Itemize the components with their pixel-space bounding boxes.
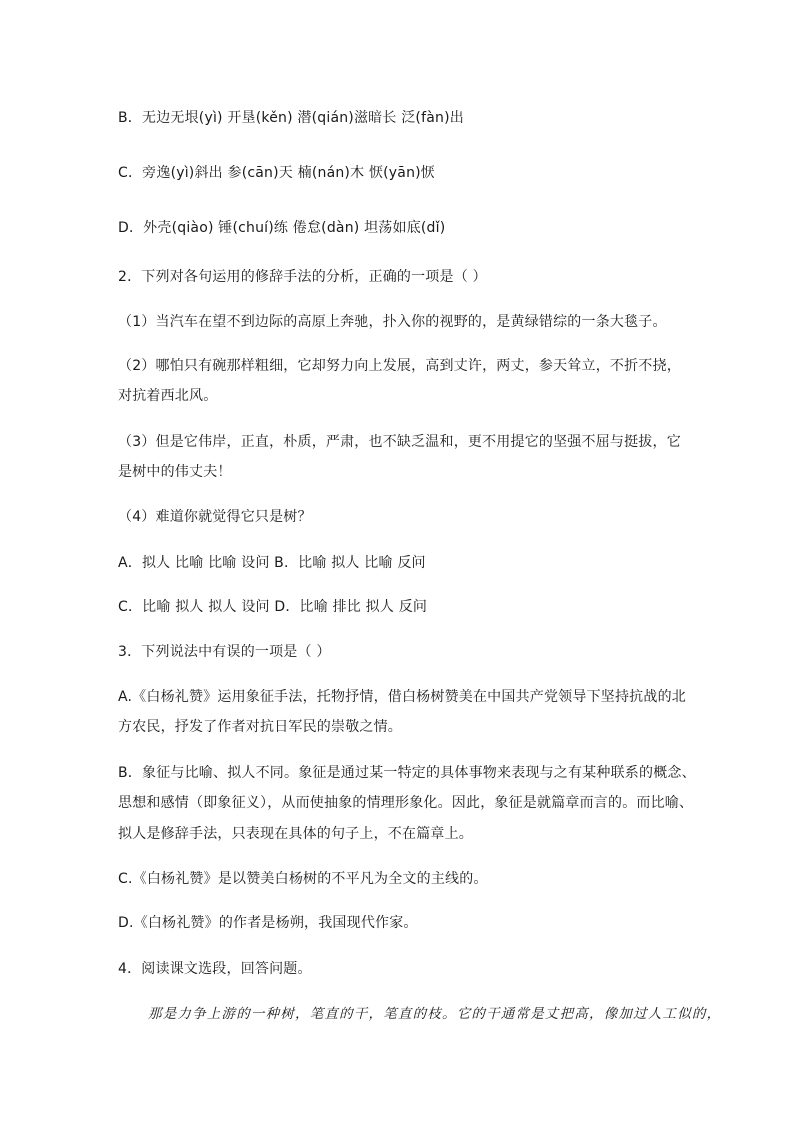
q1-option-b: B．无边无垠(yì) 开垦(kěn) 潜(qián)滋暗长 泛(fàn)出 [118,110,464,126]
q3-option-a-cont: 方农民，抒发了作者对抗日军民的崇敬之情。 [118,719,402,735]
q2-sentence-2: （2）哪怕只有碗那样粗细，它却努力向上发展，高到丈许，两丈，参天耸立，不折不挠， [118,358,681,374]
q3-option-a: A.《白杨礼赞》运用象征手法，托物抒情，借白杨树赞美在中国共产党领导下坚持抗战的北 [118,689,686,705]
q2-options-row2: C．比喻 拟人 拟人 设问 D．比喻 排比 拟人 反问 [118,599,428,615]
q2-stem: 2．下列对各句运用的修辞手法的分析，正确的一项是（ ） [118,269,487,285]
q4-passage: 那是力争上游的一种树，笔直的干，笔直的枝。它的干通常是丈把高，像加过人工似的， [148,1006,722,1022]
q2-options-row1: A．拟人 比喻 比喻 设问 B．比喻 拟人 比喻 反问 [118,555,426,571]
q3-option-b: B．象征与比喻、拟人不同。象征是通过某一特定的具体事物来表现与之有某种联系的概念、 [118,765,696,781]
q2-sentence-2-cont: 对抗着西北风。 [118,388,218,404]
q3-option-b-cont2: 拟人是修辞手法，只表现在具体的句子上，不在篇章上。 [118,826,473,842]
q2-sentence-4: （4）难道你就觉得它只是树？ [118,509,312,525]
q3-option-c: C.《白杨礼赞》是以赞美白杨树的不平凡为全文的主线的。 [118,871,488,887]
q1-option-d: D．外壳(qiào) 锤(chuí)练 倦怠(dàn) 坦荡如底(dǐ) [118,220,446,236]
q2-sentence-1: （1）当汽车在望不到边际的高原上奔驰，扑入你的视野的，是黄绿错综的一条大毯子。 [118,314,667,330]
q3-option-b-cont1: 思想和感情（即象征义），从而使抽象的情理形象化。因此，象征是就篇章而言的。而比喻、 [118,795,694,811]
q3-stem: 3．下列说法中有误的一项是（ ） [118,644,331,660]
q2-sentence-3-cont: 是树中的伟丈夫！ [118,464,232,480]
q1-option-c: C．旁逸(yì)斜出 参(cān)天 楠(nán)木 恹(yān)恹 [118,165,436,181]
q4-stem: 4．阅读课文选段，回答问题。 [118,961,312,977]
q3-option-d: D.《白杨礼赞》的作者是杨朔，我国现代作家。 [118,915,418,931]
q2-sentence-3: （3）但是它伟岸，正直，朴质，严肃，也不缺乏温和，更不用提它的坚强不屈与挺拔，它 [118,434,681,450]
